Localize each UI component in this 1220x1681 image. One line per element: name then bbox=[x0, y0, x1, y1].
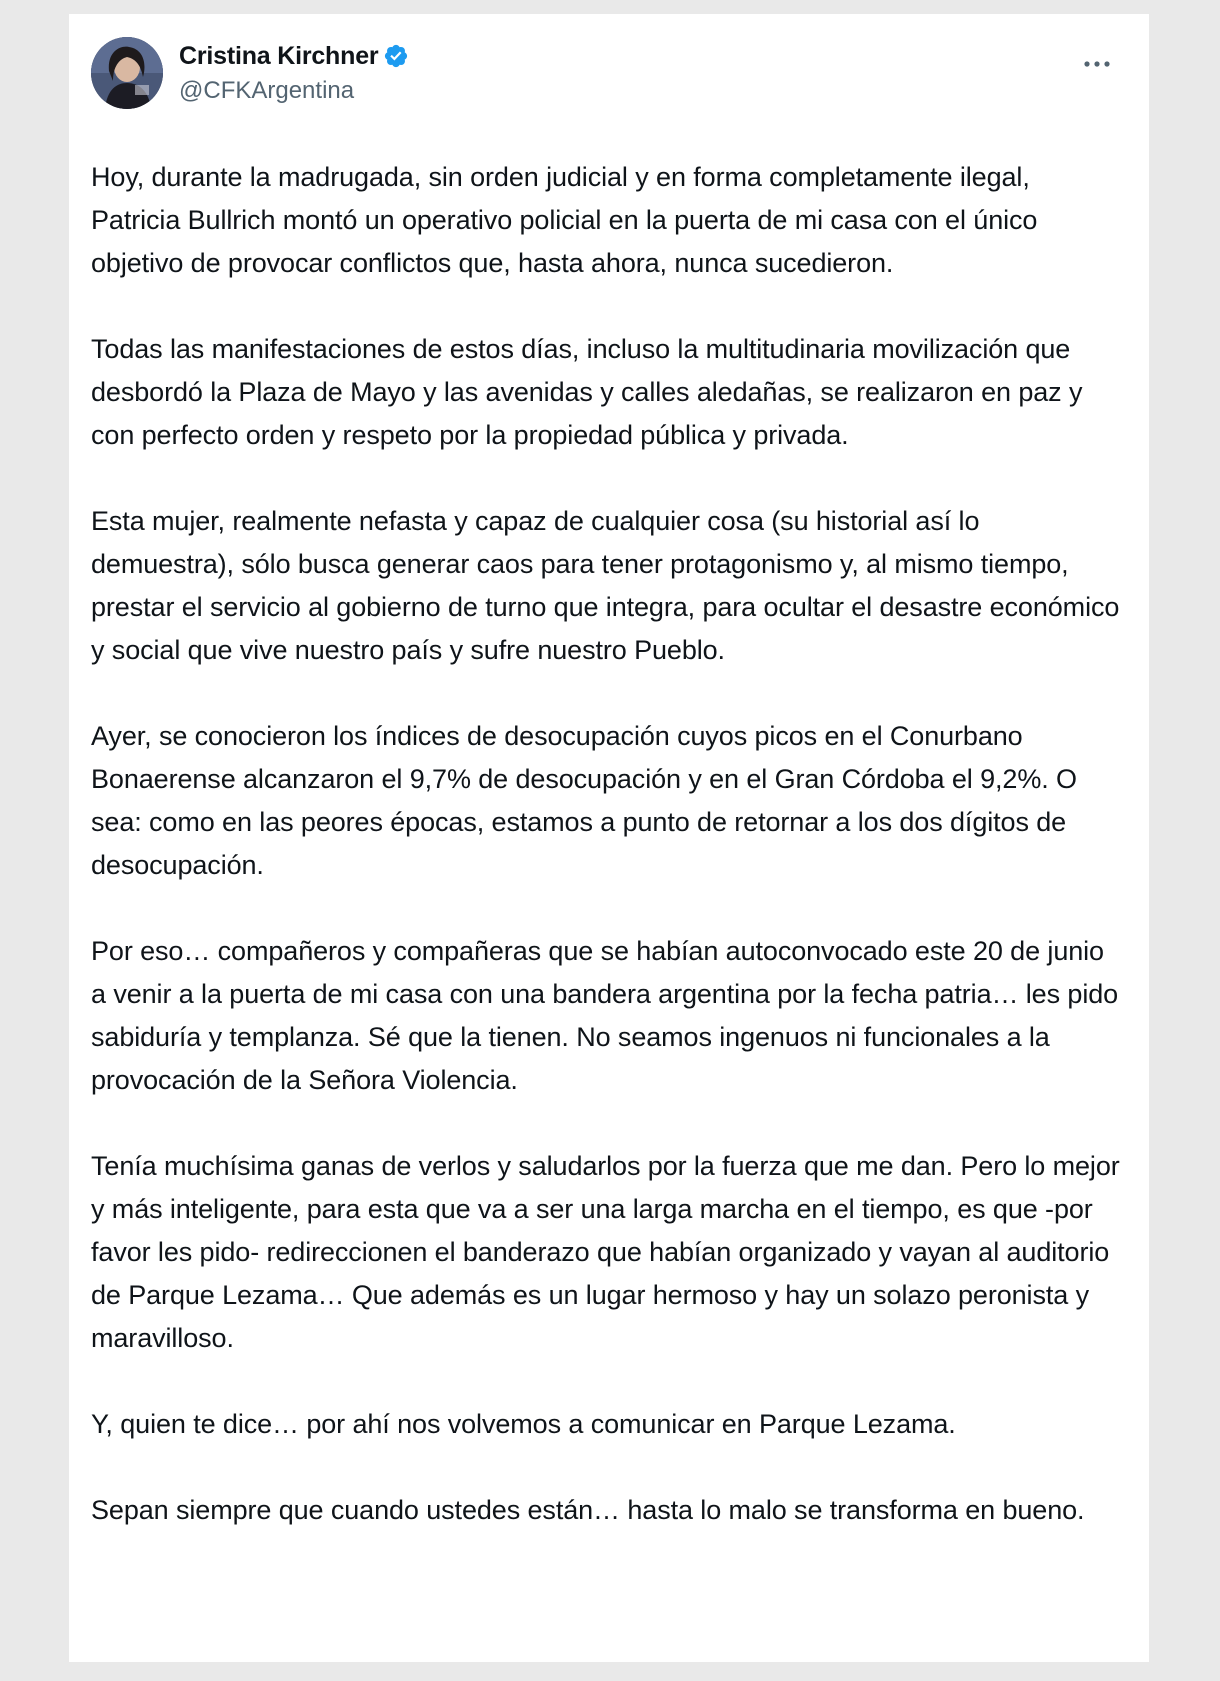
display-name-row bbox=[179, 42, 409, 71]
tweet-paragraph: Hoy, durante la madrugada, sin orden judicial y en forma completamente ilegal, Patricia Bullrich montó un operativo policial en la puerta de mi casa con el único objetivo de provocar conflictos que, hasta ahora, nunca sucedieron. bbox=[91, 162, 1038, 278]
tweet-text bbox=[91, 156, 1123, 1532]
tweet-paragraph: Todas las manifestaciones de estos días, incluso la multitudinaria movilización que desbordó la Plaza de Mayo y las avenidas y calles aledañas, se realizaron en paz y con perfecto orden y respeto por la propiedad pública y privada. bbox=[91, 334, 1083, 450]
more-options-icon[interactable] bbox=[1081, 54, 1113, 74]
author-names bbox=[179, 42, 409, 105]
tweet-paragraph: Y, quien te dice… por ahí nos volvemos a comunicar en Parque Lezama. bbox=[91, 1409, 956, 1439]
tweet-paragraph: Sepan siempre que cuando ustedes están… hasta lo malo se transforma en bueno. bbox=[91, 1495, 1085, 1525]
tweet-header bbox=[91, 36, 1123, 110]
display-name[interactable]: Cristina Kirchner bbox=[179, 41, 379, 70]
tweet-paragraph: Tenía muchísima ganas de verlos y saludarlos por la fuerza que me dan. Pero lo mejor y más inteligente, para esta que va a ser una larga marcha en el tiempo, es que -por favor les pido- redireccionen el banderazo que habían organizado y vayan al auditorio de Parque Lezama… Que además es un lugar hermoso y hay un solazo peronista y maravilloso. bbox=[91, 1151, 1120, 1353]
author-handle[interactable]: @CFKArgentina bbox=[179, 76, 355, 104]
verified-badge-icon bbox=[383, 43, 409, 69]
tweet-card bbox=[69, 14, 1149, 1662]
tweet-paragraph: Ayer, se conocieron los índices de desocupación cuyos picos en el Conurbano Bonaerense alcanzaron el 9,7% de desocupación y en el Gran Córdoba el 9,2%. O sea: como en las peores épocas, estamos a punto de retornar a los dos dígitos de desocupación. bbox=[91, 721, 1077, 880]
tweet-paragraph: Esta mujer, realmente nefasta y capaz de cualquier cosa (su historial así lo demuestra), sólo busca generar caos para tener protagonismo y, al mismo tiempo, prestar el servicio al gobierno de turno que integra, para ocultar el desastre económico y social que vive nuestro país y sufre nuestro Pueblo. bbox=[91, 506, 1120, 665]
profile-avatar[interactable] bbox=[91, 37, 163, 109]
tweet-paragraph: Por eso… compañeros y compañeras que se habían autoconvocado este 20 de junio a venir a la puerta de mi casa con una bandera argentina por la fecha patria… les pido sabiduría y templanza. Sé que la tienen. No seamos ingenuos ni funcionales a la provocación de la Señora Violencia. bbox=[91, 936, 1119, 1095]
